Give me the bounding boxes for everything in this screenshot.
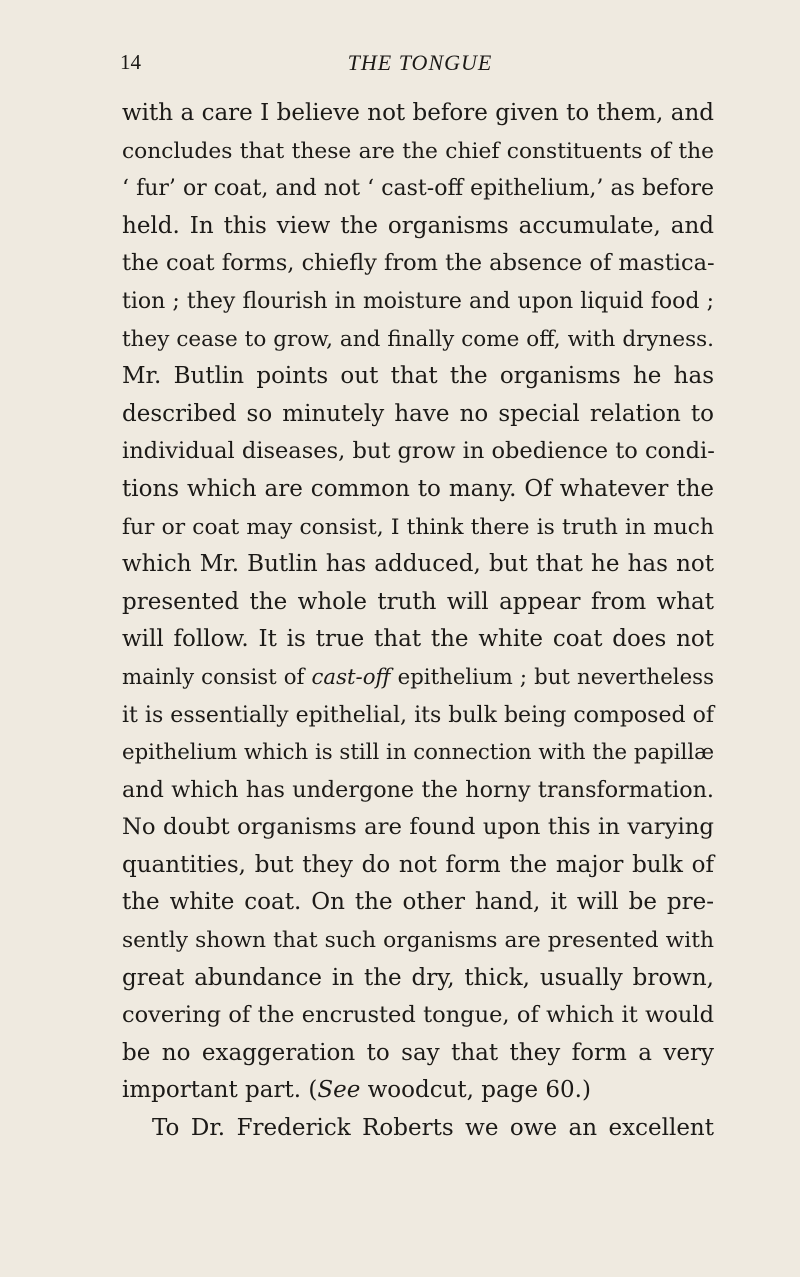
text-segment: mainly consist of — [122, 664, 312, 690]
text-segment: and which has undergone the horny transformation. — [122, 776, 714, 803]
text-segment: tion ; they flourish in moisture and upon liquid food ; — [122, 288, 714, 314]
text-line — [122, 1110, 714, 1148]
text-segment: presented the whole truth will appear from what — [122, 588, 714, 615]
text-line — [122, 809, 714, 847]
text-segment: woodcut, page 60.) — [360, 1077, 591, 1104]
text-line — [122, 509, 714, 547]
text-line — [122, 584, 714, 622]
text-line — [122, 133, 714, 171]
text-line — [122, 922, 714, 960]
text-segment: be no exaggeration to say that they form a very — [122, 1039, 714, 1066]
text-line — [122, 772, 714, 810]
body-text — [122, 95, 714, 1148]
italic-text-segment: See — [317, 1077, 361, 1104]
text-line — [122, 1035, 714, 1073]
text-segment: tions which are common to many. Of whatever the — [122, 475, 714, 502]
text-line — [122, 245, 714, 283]
text-segment: Mr. Butlin points out that the organisms he has — [122, 363, 714, 390]
text-segment: concludes that these are the chief constituents of the — [122, 138, 714, 164]
text-line — [122, 546, 714, 584]
text-segment: No doubt organisms are found upon this in varying — [122, 814, 714, 841]
text-line — [122, 471, 714, 509]
text-segment: with a care I believe not before given to them, and — [122, 100, 714, 126]
text-line — [122, 208, 714, 246]
text-segment: individual diseases, but grow in obedience to condi- — [122, 438, 715, 465]
text-line — [122, 997, 714, 1035]
text-segment: covering of the encrusted tongue, of which it would — [122, 1002, 714, 1029]
text-segment: To Dr. Frederick Roberts we owe an excellent — [152, 1115, 714, 1142]
text-line — [122, 1072, 714, 1110]
text-line — [122, 95, 714, 133]
text-segment: which Mr. Butlin has adduced, but that he has not — [122, 551, 714, 578]
text-segment: described so minutely have no special relation to — [122, 400, 714, 427]
text-line — [122, 847, 714, 885]
page-header — [120, 50, 720, 80]
text-line — [122, 358, 714, 396]
text-line — [122, 884, 714, 922]
text-segment: it is essentially epithelial, its bulk being composed of — [122, 702, 714, 728]
italic-text-segment: cast-off — [311, 664, 391, 690]
text-segment: important part. ( — [122, 1077, 318, 1104]
text-segment: they cease to grow, and finally come off, with dryness. — [122, 326, 714, 352]
page-number: 14 — [120, 50, 141, 74]
text-line — [122, 621, 714, 659]
text-line — [122, 697, 714, 735]
text-line — [122, 170, 714, 208]
text-segment: epithelium ; but nevertheless — [390, 664, 714, 690]
text-line — [122, 396, 714, 434]
text-segment: epithelium which is still in connection with the papillæ — [122, 740, 715, 766]
text-line — [122, 283, 714, 321]
running-head: THE TONGUE — [347, 50, 493, 75]
text-line — [122, 433, 714, 471]
text-segment: held. In this view the organisms accumulate, and — [122, 212, 714, 239]
text-line — [122, 659, 714, 697]
text-segment: ‘ fur’ or coat, and not ‘ cast-off epithelium,’ as before — [122, 176, 714, 202]
text-segment: will follow. It is true that the white coat does not — [122, 626, 714, 653]
text-segment: fur or coat may consist, I think there is truth in much — [122, 514, 714, 540]
text-segment: the coat forms, chiefly from the absence of mastica- — [122, 250, 715, 277]
text-segment: the white coat. On the other hand, it will be pre- — [122, 889, 714, 916]
text-segment: great abundance in the dry, thick, usually brown, — [122, 964, 714, 991]
text-segment: quantities, but they do not form the major bulk of — [122, 851, 714, 878]
text-line — [122, 960, 714, 998]
text-line — [122, 321, 714, 359]
text-line — [122, 734, 714, 772]
text-segment: sently shown that such organisms are presented with — [122, 928, 714, 954]
